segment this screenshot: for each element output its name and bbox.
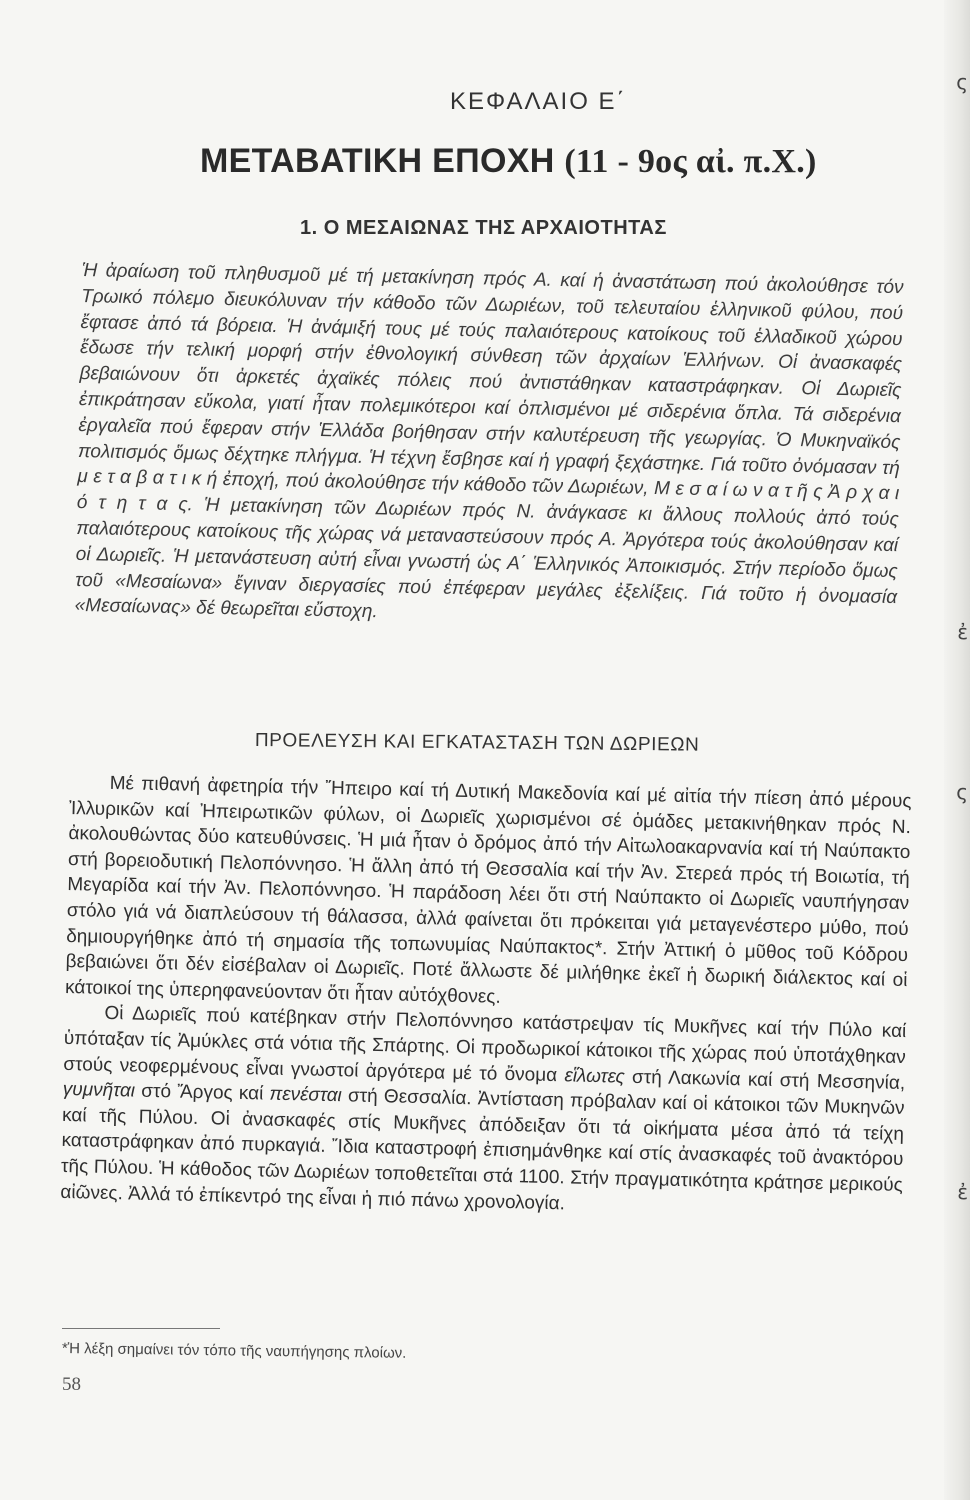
edge-mark: ς xyxy=(956,780,968,804)
page-number: 58 xyxy=(62,1374,81,1395)
intro-paragraph: Ἡ ἀραίωση τοῦ πληθυσμοῦ μέ τή μετακίνηση πρός Α. καί ἡ ἀναστάτωση πού ἀκολούθησε τόν Τρωικό πόλεμο διευκόλυναν τήν κάθοδο τῶν Δωριέων, τοῦ τελευταίου ἑλληνικοῦ φύλου, πού ἔφτασε ἀπό τά βόρεια. Ἡ ἀνάμιξή τους μέ τούς παλαιότερους κατοίκους τοῦ ἑλλαδικοῦ χώρου ἔδωσε τήν τελική μορφή στήν ἐθνολογική σύνθεση τῶν ἀρχαίων Ἑλλήνων. Οἱ ἀνασκαφές βεβαιώνουν ὅτι ἀρκετές ἀχαϊκές πόλεις πού ἀντιστάθηκαν καταστράφηκαν. Οἱ Δωριεῖς ἐπικράτησαν εὔκολα, γιατί ἦταν πολεμικότεροι καί ὁπλισμένοι μέ σιδερένια ὅπλα. Τά σιδερένια ἐργαλεῖα πού ἔφεραν στήν Ἑλλάδα βοήθησαν στήν καλυτέρευση τῆς γεωργίας. Ὁ Μυκηναϊκός πολιτισμός ὅμως δέχτηκε πλήγμα. Ἡ τέχνη ἔσβησε καί ἡ γραφή ξεχάστηκε. Γιά τοῦτο ὀνόμασαν τή μ ε τ α β α τ ι κ ή ἐποχή, πού ἀκολούθησε τήν κάθοδο τῶν Δωριέων, Μ ε σ α ί ω ν α τ ῆ ς Ἀ ρ χ α ι ό τ η τ α ς. Ἡ μετακίνηση τῶν Δωριέων πρός Ν. ἀνάγκασε κι ἄλλους πολλούς ἀπό τούς παλαιότερους κατοίκους τῆς χώρας νά μεταναστεύσουν πρός Α. Ἀργότερα τούς ἀκολούθησαν καί οἱ Δωριεῖς. Ἡ μετανάστευση αὐτή εἶναι γνωστή ὡς Α΄ Ἑλληνικός Ἀποικισμός. Στήν περίοδο ὅμως τοῦ «Μεσαίωνα» ἔγιναν διεργασίες πού ἐπέφεραν μεγάλες ἐξελίξεις. Γιά τοῦτο ἡ ὀνομασία «Μεσαίωνας» δέ θεωρεῖται εὔστοχη. xyxy=(74,259,904,623)
intro-paragraph-block xyxy=(74,258,903,636)
edge-mark: ἐ xyxy=(957,620,968,644)
chapter-title-range: (11 - 9ος αἰ. π.Χ.) xyxy=(564,143,817,180)
chapter-label: ΚΕΦΑΛΑΙΟ Ε΄ xyxy=(450,88,627,115)
section-title: 1. Ο ΜΕΣΑΙΩΝΑΣ ΤΗΣ ΑΡΧΑΙΟΤΗΤΑΣ xyxy=(300,217,667,239)
body-paragraph-2: Οἱ Δωριεῖς πού κατέβηκαν στήν Πελοπόννησο κατάστρεψαν τίς Μυκῆνες καί τήν Πύλο καί ὑπόταξαν τίς Ἀμύκλες στά νότια τῆς Σπάρτης. Οἱ προδωρικοί κάτοικοι τῆς χώρας πού ὑποτάχθηκαν στούς νεοφερμένους εἶναι γνωστοί ἀργότερα μέ τό ὄνομα εἵλωτες στή Λακωνία καί στή Μεσσηνία, γυμνῆται στό Ἄργος καί πενέσται στή Θεσσαλία. Ἀντίσταση πρόβαλαν καί οἱ κάτοικοι τῶν Μυκηνῶν καί τῆς Πύλου. Οἱ ἀνασκαφές στίς Μυκῆνες ἀπόδειξαν ὅτι τά οἰκήματα μέσα ἀπό τά τείχη καταστράφηκαν ἀπό πυρκαγιά. Ἴδια καταστροφή ἐπισημάνθηκε καί στίς ἀνασκαφές τοῦ ἀνακτόρου τῆς Πύλου. Ἡ κάθοδος τῶν Δωριέων τοποθετεῖται στά 1100. Στήν πραγματικότητα κράτησε μερικούς αἰῶνες. Ἀλλά τό ἐπίκεντρό της εἶναι ἡ πιό πάνω χρονολογία. xyxy=(60,1003,907,1214)
chapter-title-main: ΜΕΤΑΒΑΤΙΚΗ ΕΠΟΧΗ xyxy=(200,142,565,180)
edge-mark: ς xyxy=(956,70,968,94)
term-penestai: πενέσται xyxy=(269,1083,343,1107)
footnote: *Ἡ λέξη σημαίνει τόν τόπο τῆς ναυπήγησης πλοίων. xyxy=(61,1340,407,1362)
term-heilotes: εἵλωτες xyxy=(564,1064,625,1088)
subsection-heading: ΠΡΟΕΛΕΥΣΗ ΚΑΙ ΕΓΚΑΤΑΣΤΑΣΗ ΤΩΝ ΔΩΡΙΕΩΝ xyxy=(254,730,700,756)
chapter-title xyxy=(200,142,820,181)
facing-page-bleed xyxy=(944,0,970,1500)
footnote-divider xyxy=(62,1328,220,1329)
body-text xyxy=(60,770,912,1224)
term-gymnetes: γυμνῆται xyxy=(62,1079,136,1102)
edge-mark: ἐ xyxy=(957,1180,968,1204)
body-paragraph-1: Μέ πιθανή ἀφετηρία τήν Ἤπειρο καί τή Δυτική Μακεδονία καί μέ αἰτία τήν πίεση ἀπό μέρους Ἰλλυρικῶν καί Ἠπειρωτικῶν φύλων, οἱ Δωριεῖς χωρισμένοι σέ ὁμάδες μετακινήθηκαν πρός Ν. ἀκολουθώντας δύο κατευθύνσεις. Ἡ μιά ἦταν ὁ δρόμος ἀπό τήν Αἰτωλοακαρνανία καί τή Ναύπακτο στή βορειοδυτική Πελοπόννησο. Ἡ ἄλλη ἀπό τή Θεσσαλία καί τήν Ἀν. Στερεά πρός τή Βοιωτία, τή Μεγαρίδα καί τήν Ἀν. Πελοπόννησο. Ἡ παράδοση λέει ὅτι στή Ναύπακτο οἱ Δωριεῖς ναυπήγησαν στόλο γιά νά διαπλεύσουν τή θάλασσα, ἀλλά φαίνεται ὅτι πρόκειται γιά μεταγενέστερο μύθο, πού δημιουργήθηκε ἀπό τή σημασία τῆς τοπωνυμίας Ναύπακτος*. Στήν Ἀττική ὁ μῦθος τοῦ Κόδρου βεβαιώνει ὅτι δέν εἰσέβαλαν οἱ Δωριεῖς. Ποτέ ἄλλωστε δέ μιλήθηκε ἐκεῖ ἡ δωρική διάλεκτος καί οἱ κάτοικοί της ὑπερηφανεύονταν ὅτι ἦταν αὐτόχθονες. xyxy=(64,772,912,1008)
